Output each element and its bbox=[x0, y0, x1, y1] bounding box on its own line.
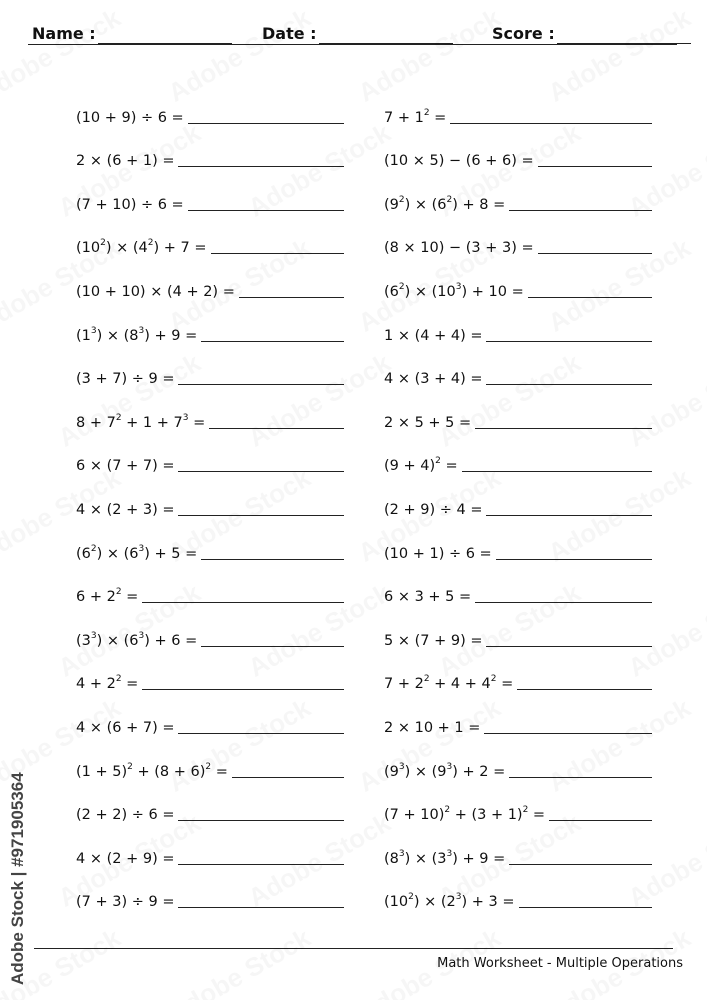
problem-expression: (2 + 9) ÷ 4 = bbox=[384, 501, 483, 518]
stock-id-watermark: Adobe Stock | #971905364 bbox=[8, 772, 27, 985]
date-label: Date : bbox=[262, 24, 317, 43]
problem-row bbox=[384, 607, 652, 651]
problem-expression: 5 × (7 + 9) = bbox=[384, 632, 483, 649]
problem-row bbox=[76, 651, 344, 695]
problem-row bbox=[76, 128, 344, 172]
problem-row bbox=[76, 694, 344, 738]
answer-line[interactable] bbox=[486, 499, 652, 516]
problem-expression: $4 + 2^2$ = bbox=[76, 674, 139, 693]
answer-line[interactable] bbox=[549, 804, 652, 821]
problem-expression: $(9^2) \times (6^2) + 8$ = bbox=[384, 194, 506, 213]
problem-expression: 4 × (2 + 3) = bbox=[76, 501, 175, 518]
answer-line[interactable] bbox=[538, 150, 652, 167]
worksheet-title: Math Worksheet - Multiple Operations bbox=[437, 956, 683, 971]
problem-expression: 4 × (3 + 4) = bbox=[384, 371, 483, 388]
problem-expression: $(1 + 5)^2 + (8 + 6)^2$ = bbox=[76, 761, 228, 780]
problem-row bbox=[76, 215, 344, 259]
problem-row bbox=[384, 346, 652, 390]
answer-line[interactable] bbox=[178, 848, 344, 865]
problem-expression: $7 + 2^2 + 4 + 4^2$ = bbox=[384, 674, 514, 693]
problem-expression: $(3^3) \times (6^3) + 6$ = bbox=[76, 630, 198, 649]
name-label: Name : bbox=[32, 24, 96, 43]
problem-expression: (10 + 1) ÷ 6 = bbox=[384, 545, 492, 562]
answer-line[interactable] bbox=[178, 499, 344, 516]
answer-line[interactable] bbox=[142, 673, 344, 690]
answer-line[interactable] bbox=[450, 107, 652, 124]
problem-expression: (10 + 10) × (4 + 2) = bbox=[76, 283, 235, 300]
answer-line[interactable] bbox=[496, 543, 652, 560]
problem-expression: 1 × (4 + 4) = bbox=[384, 327, 483, 344]
problem-row bbox=[384, 389, 652, 433]
problem-row bbox=[76, 564, 344, 608]
problem-expression: $6 + 2^2$ = bbox=[76, 587, 139, 606]
answer-line[interactable] bbox=[517, 673, 652, 690]
answer-line[interactable] bbox=[201, 630, 344, 647]
problem-expression: $(10^2) \times (2^3) + 3$ = bbox=[384, 892, 515, 911]
date-field bbox=[262, 20, 453, 44]
answer-line[interactable] bbox=[188, 107, 344, 124]
problem-row bbox=[76, 607, 344, 651]
answer-line[interactable] bbox=[178, 150, 344, 167]
problem-row bbox=[76, 520, 344, 564]
answer-line[interactable] bbox=[142, 586, 344, 603]
problem-expression: 2 × 10 + 1 = bbox=[384, 719, 481, 736]
problem-expression: (2 + 2) ÷ 6 = bbox=[76, 807, 175, 824]
answer-line[interactable] bbox=[519, 891, 652, 908]
problem-row bbox=[384, 215, 652, 259]
score-field bbox=[492, 20, 691, 44]
answer-line[interactable] bbox=[528, 281, 652, 298]
answer-line[interactable] bbox=[486, 325, 652, 342]
problem-row bbox=[384, 782, 652, 826]
problem-row bbox=[76, 302, 344, 346]
problem-expression: (7 + 10) ÷ 6 = bbox=[76, 196, 184, 213]
answer-line[interactable] bbox=[239, 281, 344, 298]
problem-column-right bbox=[384, 84, 652, 912]
problem-row bbox=[76, 476, 344, 520]
answer-line[interactable] bbox=[475, 412, 652, 429]
problem-row bbox=[384, 651, 652, 695]
problem-expression: (10 × 5) − (6 + 6) = bbox=[384, 153, 534, 170]
problem-expression: $(10^2) \times (4^2) + 7$ = bbox=[76, 238, 207, 257]
problem-row bbox=[76, 84, 344, 128]
problem-row bbox=[76, 389, 344, 433]
problem-row bbox=[76, 869, 344, 913]
problem-expression: $(9^3) \times (9^3) + 2$ = bbox=[384, 761, 506, 780]
problem-row bbox=[76, 171, 344, 215]
answer-line[interactable] bbox=[201, 543, 344, 560]
name-answer-line[interactable] bbox=[98, 25, 232, 44]
answer-line[interactable] bbox=[178, 368, 344, 385]
problem-row bbox=[76, 346, 344, 390]
problem-expression: (7 + 3) ÷ 9 = bbox=[76, 894, 175, 911]
problem-expression: $(8^3) \times (3^3) + 9$ = bbox=[384, 848, 506, 867]
score-answer-line[interactable] bbox=[557, 25, 691, 44]
answer-line[interactable] bbox=[188, 194, 344, 211]
problem-row bbox=[384, 825, 652, 869]
problem-row bbox=[76, 825, 344, 869]
answer-line[interactable] bbox=[486, 368, 652, 385]
problem-expression: $(9 + 4)^2$ = bbox=[384, 456, 458, 475]
answer-line[interactable] bbox=[486, 630, 652, 647]
problem-row bbox=[384, 476, 652, 520]
answer-line[interactable] bbox=[211, 237, 344, 254]
problem-row bbox=[384, 84, 652, 128]
problem-expression: 2 × (6 + 1) = bbox=[76, 153, 175, 170]
footer-divider bbox=[34, 948, 673, 949]
answer-line[interactable] bbox=[178, 891, 344, 908]
problem-row bbox=[384, 128, 652, 172]
answer-line[interactable] bbox=[509, 761, 652, 778]
problem-expression: $(6^2) \times (10^3) + 10$ = bbox=[384, 281, 524, 300]
problem-expression: 4 × (6 + 7) = bbox=[76, 719, 175, 736]
problem-row bbox=[384, 171, 652, 215]
answer-line[interactable] bbox=[538, 237, 652, 254]
problem-row bbox=[384, 694, 652, 738]
watermark-text bbox=[163, 922, 316, 1000]
problem-row bbox=[384, 433, 652, 477]
answer-line[interactable] bbox=[178, 804, 344, 821]
problem-expression: $8 + 7^2 + 1 + 7^3$ = bbox=[76, 412, 206, 431]
date-answer-line[interactable] bbox=[319, 25, 453, 44]
header-divider bbox=[28, 44, 677, 45]
problem-row bbox=[76, 433, 344, 477]
answer-line[interactable] bbox=[209, 412, 344, 429]
answer-line[interactable] bbox=[475, 586, 652, 603]
problem-column-left bbox=[76, 84, 344, 912]
problem-expression: $(7 + 10)^2 + (3 + 1)^2$ = bbox=[384, 805, 546, 824]
problem-row bbox=[384, 258, 652, 302]
problem-expression: $(6^2) \times (6^3) + 5$ = bbox=[76, 543, 198, 562]
problem-expression: 6 × (7 + 7) = bbox=[76, 458, 175, 475]
problem-expression: (10 + 9) ÷ 6 = bbox=[76, 109, 184, 126]
problem-row bbox=[76, 782, 344, 826]
answer-line[interactable] bbox=[509, 848, 652, 865]
name-field bbox=[32, 20, 232, 44]
problem-expression: 6 × 3 + 5 = bbox=[384, 589, 472, 606]
problem-expression: 2 × 5 + 5 = bbox=[384, 414, 472, 431]
problem-expression: $(1^3) \times (8^3) + 9$ = bbox=[76, 325, 198, 344]
problem-row bbox=[384, 520, 652, 564]
problem-row bbox=[384, 302, 652, 346]
answer-line[interactable] bbox=[178, 717, 344, 734]
problem-row bbox=[76, 258, 344, 302]
problem-row bbox=[384, 869, 652, 913]
answer-line[interactable] bbox=[484, 717, 652, 734]
answer-line[interactable] bbox=[201, 325, 344, 342]
problem-expression: $7 + 1^2$ = bbox=[384, 107, 447, 126]
problem-expression: (8 × 10) − (3 + 3) = bbox=[384, 240, 534, 257]
problem-row bbox=[384, 738, 652, 782]
score-label: Score : bbox=[492, 24, 555, 43]
problem-row bbox=[76, 738, 344, 782]
problem-row bbox=[384, 564, 652, 608]
problem-expression: (3 + 7) ÷ 9 = bbox=[76, 371, 175, 388]
answer-line[interactable] bbox=[178, 455, 344, 472]
answer-line[interactable] bbox=[509, 194, 652, 211]
answer-line[interactable] bbox=[232, 761, 344, 778]
answer-line[interactable] bbox=[462, 455, 652, 472]
problem-expression: 4 × (2 + 9) = bbox=[76, 850, 175, 867]
